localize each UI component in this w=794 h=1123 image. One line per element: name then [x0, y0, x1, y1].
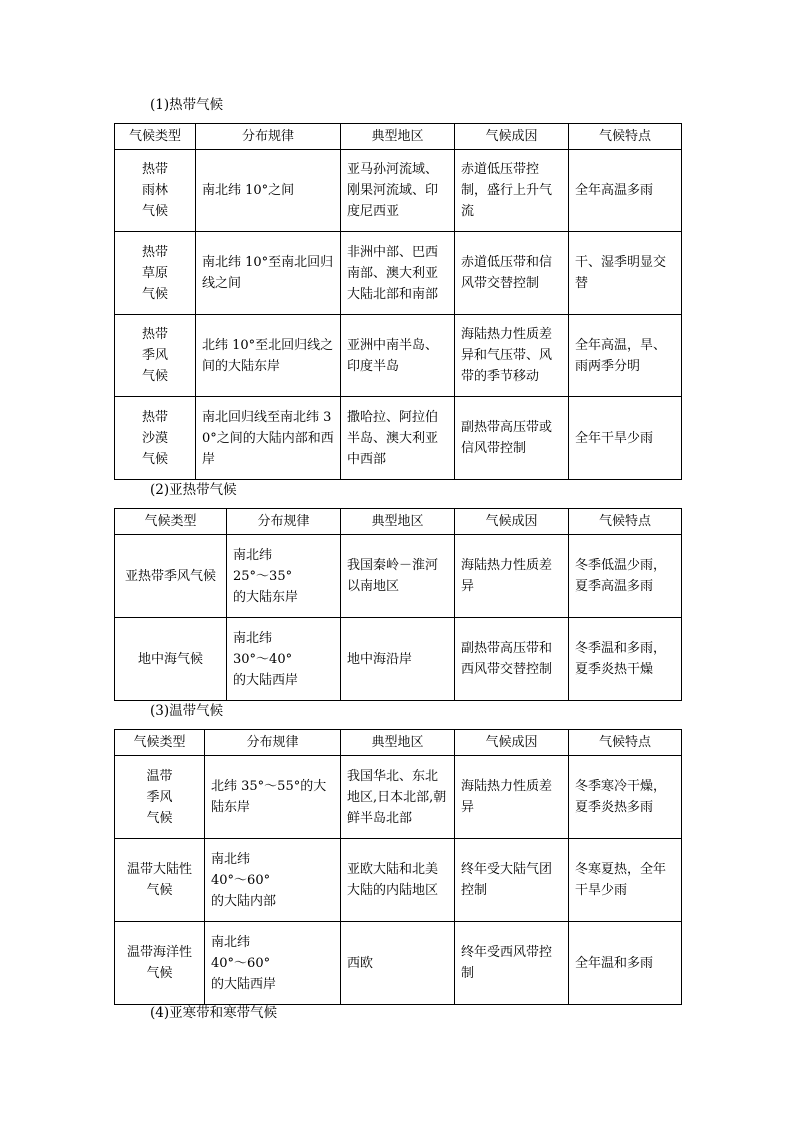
distribution-cell: 南北纬 40°～60° 的大陆内部: [205, 839, 341, 922]
cause-cell: 海陆热力性质差异和气压带、风带的季节移动: [455, 315, 569, 397]
distribution-cell: 南北回归线至南北纬 30°之间的大陆内部和西岸: [196, 397, 341, 480]
feature-cell: 干、湿季明显交替: [569, 232, 682, 315]
climate-type-cell: 热带 季风 气候: [115, 315, 196, 397]
region-cell: 地中海沿岸: [341, 618, 455, 701]
region-cell: 亚欧大陆和北美大陆的内陆地区: [341, 839, 455, 922]
table-row: [115, 150, 682, 232]
header-cell: 气候成因: [455, 730, 569, 756]
feature-cell: 全年高温，旱、雨两季分明: [569, 315, 682, 397]
climate-type-cell: 温带海洋性气候: [115, 922, 205, 1005]
table-row: [115, 618, 682, 701]
feature-cell: 冬季低温少雨，夏季高温多雨: [569, 535, 682, 618]
region-cell: 亚马孙河流域、刚果河流域、印度尼西亚: [341, 150, 455, 232]
section-heading-subtropical: (2)亚热带气候: [150, 482, 237, 498]
table-row: [115, 839, 682, 922]
climate-type-cell: 温带 季风 气候: [115, 756, 205, 839]
climate-type-cell: 热带 沙漠 气候: [115, 397, 196, 480]
cause-cell: 终年受西风带控制: [455, 922, 569, 1005]
feature-cell: 冬寒夏热，全年干旱少雨: [569, 839, 682, 922]
table-row: [115, 232, 682, 315]
climate-type-cell: 地中海气候: [115, 618, 227, 701]
table-header-row: [115, 124, 682, 150]
table-row: [115, 535, 682, 618]
header-cell: 气候类型: [115, 509, 227, 535]
header-cell: 气候特点: [569, 509, 682, 535]
table-row: [115, 756, 682, 839]
cause-cell: 海陆热力性质差异: [455, 535, 569, 618]
table-row: [115, 315, 682, 397]
distribution-cell: 南北纬 30°～40° 的大陆西岸: [227, 618, 341, 701]
region-cell: 我国华北、东北地区,日本北部,朝鲜半岛北部: [341, 756, 455, 839]
feature-cell: 全年干旱少雨: [569, 397, 682, 480]
section-heading-tropical: (1)热带气候: [150, 97, 224, 113]
climate-type-cell: 热带 草原 气候: [115, 232, 196, 315]
header-cell: 典型地区: [341, 124, 455, 150]
region-cell: 西欧: [341, 922, 455, 1005]
cause-cell: 赤道低压带控制，盛行上升气流: [455, 150, 569, 232]
header-cell: 气候特点: [569, 124, 682, 150]
table-header-row: [115, 509, 682, 535]
table-row: [115, 922, 682, 1005]
header-cell: 分布规律: [196, 124, 341, 150]
header-cell: 气候特点: [569, 730, 682, 756]
temperate-climate-table: [114, 729, 682, 1005]
table-row: [115, 397, 682, 480]
region-cell: 我国秦岭－淮河以南地区: [341, 535, 455, 618]
feature-cell: 冬季寒冷干燥，夏季炎热多雨: [569, 756, 682, 839]
distribution-cell: 北纬 10°至北回归线之间的大陆东岸: [196, 315, 341, 397]
region-cell: 非洲中部、巴西南部、澳大利亚大陆北部和南部: [341, 232, 455, 315]
section-heading-temperate: (3)温带气候: [150, 703, 224, 719]
subtropical-climate-table: [114, 508, 682, 701]
region-cell: 撒哈拉、阿拉伯半岛、澳大利亚中西部: [341, 397, 455, 480]
header-cell: 典型地区: [341, 730, 455, 756]
climate-type-cell: 温带大陆性气候: [115, 839, 205, 922]
header-cell: 分布规律: [205, 730, 341, 756]
feature-cell: 冬季温和多雨，夏季炎热干燥: [569, 618, 682, 701]
tropical-climate-table: [114, 123, 682, 480]
table-header-row: [115, 730, 682, 756]
climate-type-cell: 热带 雨林 气候: [115, 150, 196, 232]
cause-cell: 副热带高压带或信风带控制: [455, 397, 569, 480]
region-cell: 亚洲中南半岛、印度半岛: [341, 315, 455, 397]
header-cell: 气候类型: [115, 730, 205, 756]
distribution-cell: 南北纬 40°～60° 的大陆西岸: [205, 922, 341, 1005]
header-cell: 典型地区: [341, 509, 455, 535]
cause-cell: 终年受大陆气团控制: [455, 839, 569, 922]
header-cell: 气候类型: [115, 124, 196, 150]
distribution-cell: 南北纬 10°之间: [196, 150, 341, 232]
feature-cell: 全年温和多雨: [569, 922, 682, 1005]
cause-cell: 海陆热力性质差异: [455, 756, 569, 839]
climate-type-cell: 亚热带季风气候: [115, 535, 227, 618]
cause-cell: 副热带高压带和西风带交替控制: [455, 618, 569, 701]
distribution-cell: 北纬 35°～55°的大陆东岸: [205, 756, 341, 839]
section-heading-subarctic-polar: (4)亚寒带和寒带气候: [150, 1005, 278, 1021]
header-cell: 气候成因: [455, 509, 569, 535]
header-cell: 分布规律: [227, 509, 341, 535]
distribution-cell: 南北纬 25°～35° 的大陆东岸: [227, 535, 341, 618]
cause-cell: 赤道低压带和信风带交替控制: [455, 232, 569, 315]
distribution-cell: 南北纬 10°至南北回归线之间: [196, 232, 341, 315]
feature-cell: 全年高温多雨: [569, 150, 682, 232]
header-cell: 气候成因: [455, 124, 569, 150]
